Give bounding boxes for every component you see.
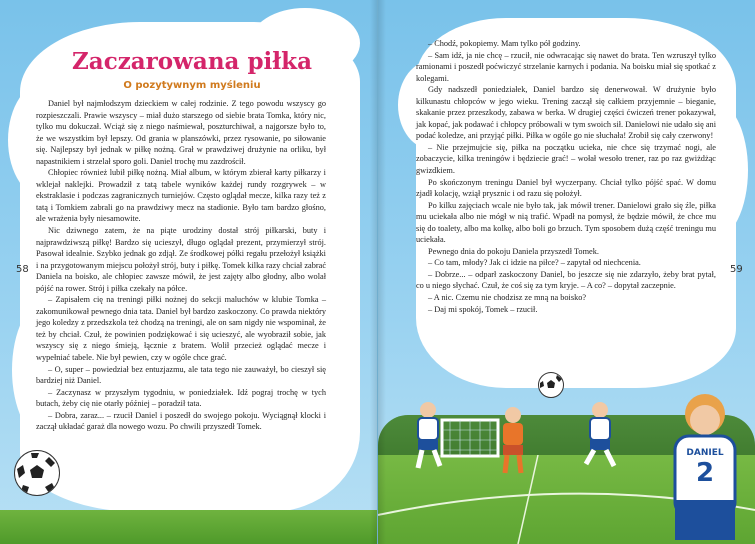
paragraph: – Sam idź, ja nie chcę – rzucił, nie odwracając się nawet do brata. Ten wzruszył tylko ramionami i poszedł poćwiczyć strzelanie karnych i podania. Na boisku miał się spotkać z kolegami. [416,50,716,83]
player-figure [408,400,448,470]
paragraph: Pewnego dnia do pokoju Daniela przyszedł Tomek. [428,246,599,256]
goal-icon [440,418,500,458]
paragraph: – Co tam, młody? Jak ci idzie na piłce? – zapytał od niechcenia. [428,258,641,268]
paragraph: Po kilku zajęciach wcale nie było tak, jak mówił trener. Danielowi grało się źle, piłka mu uciekała albo nie mógł w nią trafić. Wpadł na pomysł, że będzie mówił, że chce mu się do toalety, albo ma kolkę, albo boli go brzuch. Tym sposobem dużą część treningu mu uciekała. [416,200,716,245]
left-page-text [36,98,326,433]
daniel-player [663,388,743,544]
soccer-ball-icon [14,450,60,496]
right-page-text [416,38,716,315]
paragraph: – Daj mi spokój, Tomek – rzucił. [428,304,538,314]
paragraph: Daniel był najmłodszym dzieckiem w całej rodzinie. Z tego powodu wszyscy go rozpieszczali. Prawie wszyscy – miał dużo starszego od siebie brata Tomka, który nic, tylko mu dokuczał. Wciąż się z niego naśmiewał, poszturchiwał, a najgorsze było to, że we wszystkim był lepszy. Od grania w planszówki, przez rysowanie, po siłowanie się. Najlepszy był jednak w piłkę nożną. Grał w prawdziwej drużynie na orliku, był napastnikiem i strzelał sporo goli. Daniel trochę mu zazdrościł. [36,99,326,166]
chapter-title: Zaczarowana piłka [72,48,312,75]
paragraph: – Zaczynasz w przyszłym tygodniu, w poniedziałek. Idź pograj trochę w tych butach, żeby cię nie otarły później – poradził tata. [36,387,326,409]
left-page [0,0,377,544]
paragraph: – O, super – powiedział bez entuzjazmu, ale tata tego nie zauważył, bo cieszył się bardziej niż Daniel. [36,364,326,386]
right-page [378,0,755,544]
paragraph: Nic dziwnego zatem, że na piąte urodziny dostał strój piłkarski, buty i najprawdziwszą piłkę! Bardzo się ucieszył, długo oglądał prezent, przymierzył strój. Pasował idealnie. Szybko jednak go zdjął. Ze środkowej półki regału przełożył książki i na przygotowanym miejscu położył strój, buty i piłkę. Tomek kilka razy chciał zabrać Daniela na boisko, ale chłopiec zawsze mówił, że jest zajęty albo głodny, albo wolał pójść na rower. Strój i piłka czekały na półce. [36,226,326,293]
player-figure [578,400,622,470]
soccer-ball-icon [538,372,564,398]
grass [0,510,377,544]
paragraph: – Dobra, zaraz... – rzucił Daniel i poszedł do swojego pokoju. Wyciągnął klocki i zaczął układać garaż dla nowego wozu. Po chwili przyszedł Tomek. [36,410,326,432]
page-number-left: 58 [16,264,29,275]
paragraph: Chłopiec również lubił piłkę nożną. Miał album, w którym zbierał karty piłkarzy i wklejał naklejki. Prowadził z tatą tabele wyników każdej rundy rozgrywek – w ekstraklasie i podczas zagranicznych turniejów. Często oglądał mecze, kilka razy też z tatą i Tomkiem zabrali go na prawdziwy mecz na stadionie. Było tam bardzo głośno, ale wrażenia były niesamowite. [36,168,326,224]
book-gutter [370,0,386,544]
paragraph: – A nic. Czemu nie chodzisz ze mną na boisko? [428,293,587,303]
paragraph: – Zapisałem cię na treningi piłki nożnej do sekcji maluchów w klubie Tomka – zakomunikował pewnego dnia tata. Daniel był bardzo zaskoczony. Co prawda niektóry jego koledzy z przedszkola też chodzą na treningi, ale on sam nigdy nie wspominał, że też by chciał. Czuł, że powinien podziękować i się ucieszyć, ale wyobraził sobie, jak wszyscy się z niego śmieją, łącznie z bratem. Wolił przecież oglądać mecze i wypełniać tabele. Nie był pewien, czy w ogóle chce grać. [36,295,326,363]
paragraph: – Dobrze... – odparł zaskoczony Daniel, bo jeszcze się nie zdarzyło, żeby brat pytał, co u niego słychać. Czuł, że coś się za tym kryje. – A co? – dopytał zaczepnie. [416,269,716,291]
paragraph: – Chodź, pokopiemy. Mam tylko pół godziny. [428,39,581,48]
paragraph: – Nie przejmujcie się, piłka na początku ucieka, nie chce się trzymać nogi, ale zobaczycie, kilka treningów i będziecie grać! – wołał wesoło trener, raz po raz gwiżdżąc gwizdkiem. [416,142,716,176]
jersey-name: DANIEL [686,448,724,458]
paragraph: Gdy nadszedł poniedziałek, Daniel bardzo się denerwował. W drużynie było kilkunastu chłopców w jego wieku. Trening zaczął się całkiem przyjemnie – bieganie, skakanie przez przeszkody, zabawa w berka. W drugiej części ćwiczeń trener pokazywał, jak kopać, jak podawać i chłopcy próbowali w tym swoich sił. Danielowi nie udało się ani podać koledze, ani przyjąć piłki. Piłka w ogóle go nie słuchała! Zrobił się cały czerwony! [416,85,716,141]
chapter-subtitle: O pozytywnym myśleniu [123,80,261,91]
page-number-right: 59 [730,264,743,275]
paragraph: Po skończonym treningu Daniel był wyczerpany. Chciał tylko pójść spać. W domu zjadł kolację, wziął prysznic i od razu się położył. [416,177,716,199]
jersey-number: 2 [695,458,715,488]
player-figure [493,405,533,475]
